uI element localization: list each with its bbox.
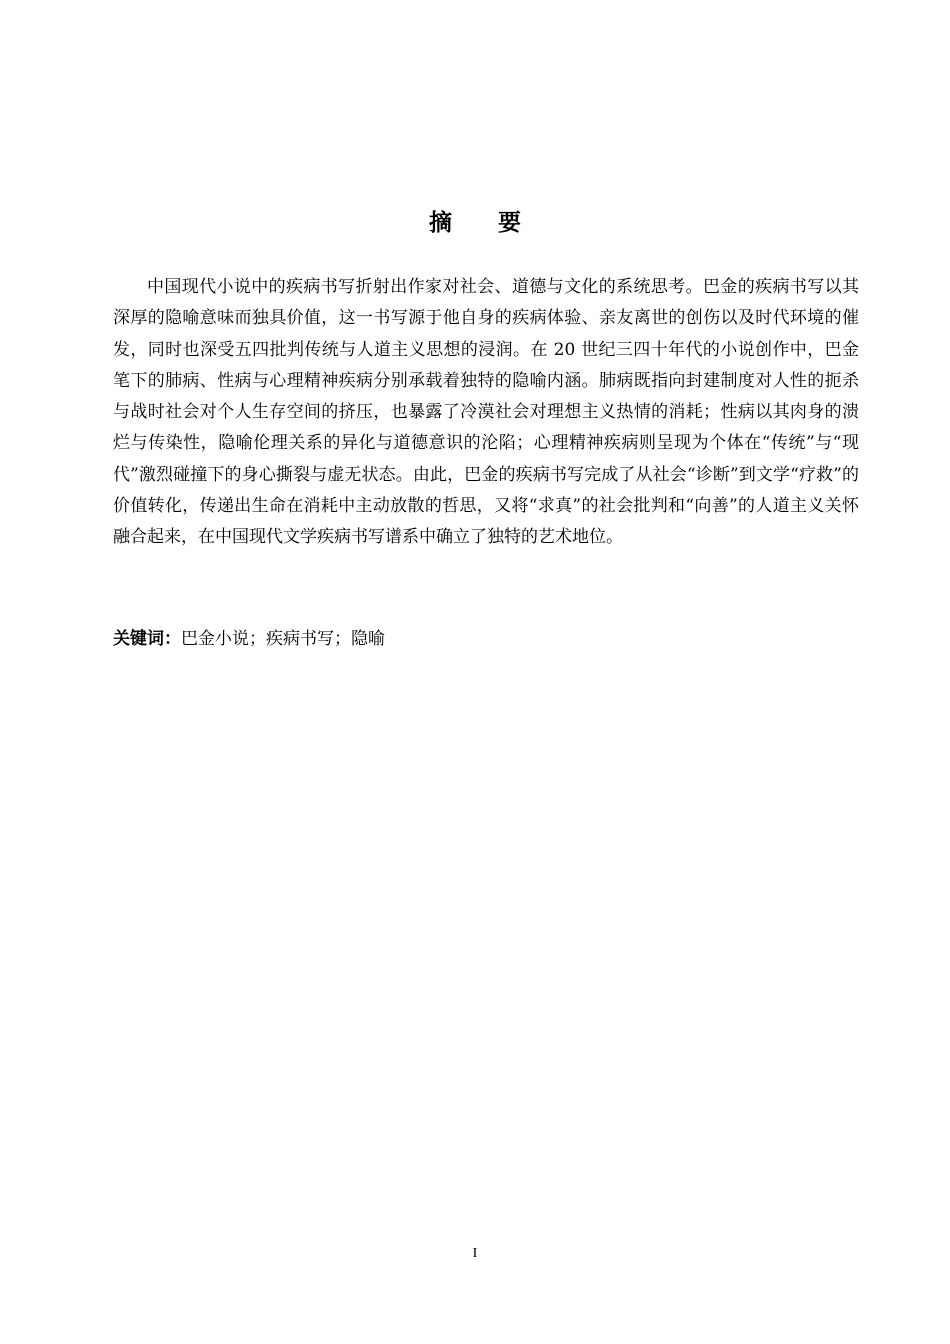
abstract-body: 中国现代小说中的疾病书写折射出作家对社会、道德与文化的系统思考。巴金的疾病书写以其深厚的隐喻意味而独具价值，这一书写源于他自身的疾病体验、亲友离世的创伤以及时代环境的催发，同时也深受五四批判传统与人道主义思想的浸润。在 20 世纪三四十年代的小说创作中，巴金笔下的肺病、性病与心理精神疾病分别承载着独特的隐喻内涵。肺病既指向封建制度对人性的扼杀与战时社会对个人生存空间的挤压，也暴露了冷漠社会对理想主义热情的消耗；性病以其肉身的溃烂与传染性，隐喻伦理关系的异化与道德意识的沦陷；心理精神疾病则呈现为个体在“传统”与“现代”激烈碰撞下的身心撕裂与虚无状态。由此，巴金的疾病书写完成了从社会“诊断”到文学“疗救”的价值转化，传递出生命在消耗中主动放散的哲思，又将“求真”的社会批判和“向善”的人道主义关怀融合起来，在中国现代文学疾病书写谱系中确立了独特的艺术地位。 [113,277,859,548]
keywords-line [113,624,859,655]
keywords-value: 巴金小说；疾病书写；隐喻 [181,629,385,649]
abstract-title [0,204,950,237]
keywords-label: 关键词： [113,629,181,649]
abstract-title-char-1: 摘 [429,210,452,236]
abstract-title-char-2: 要 [498,210,521,236]
page-number: I [472,1246,478,1261]
